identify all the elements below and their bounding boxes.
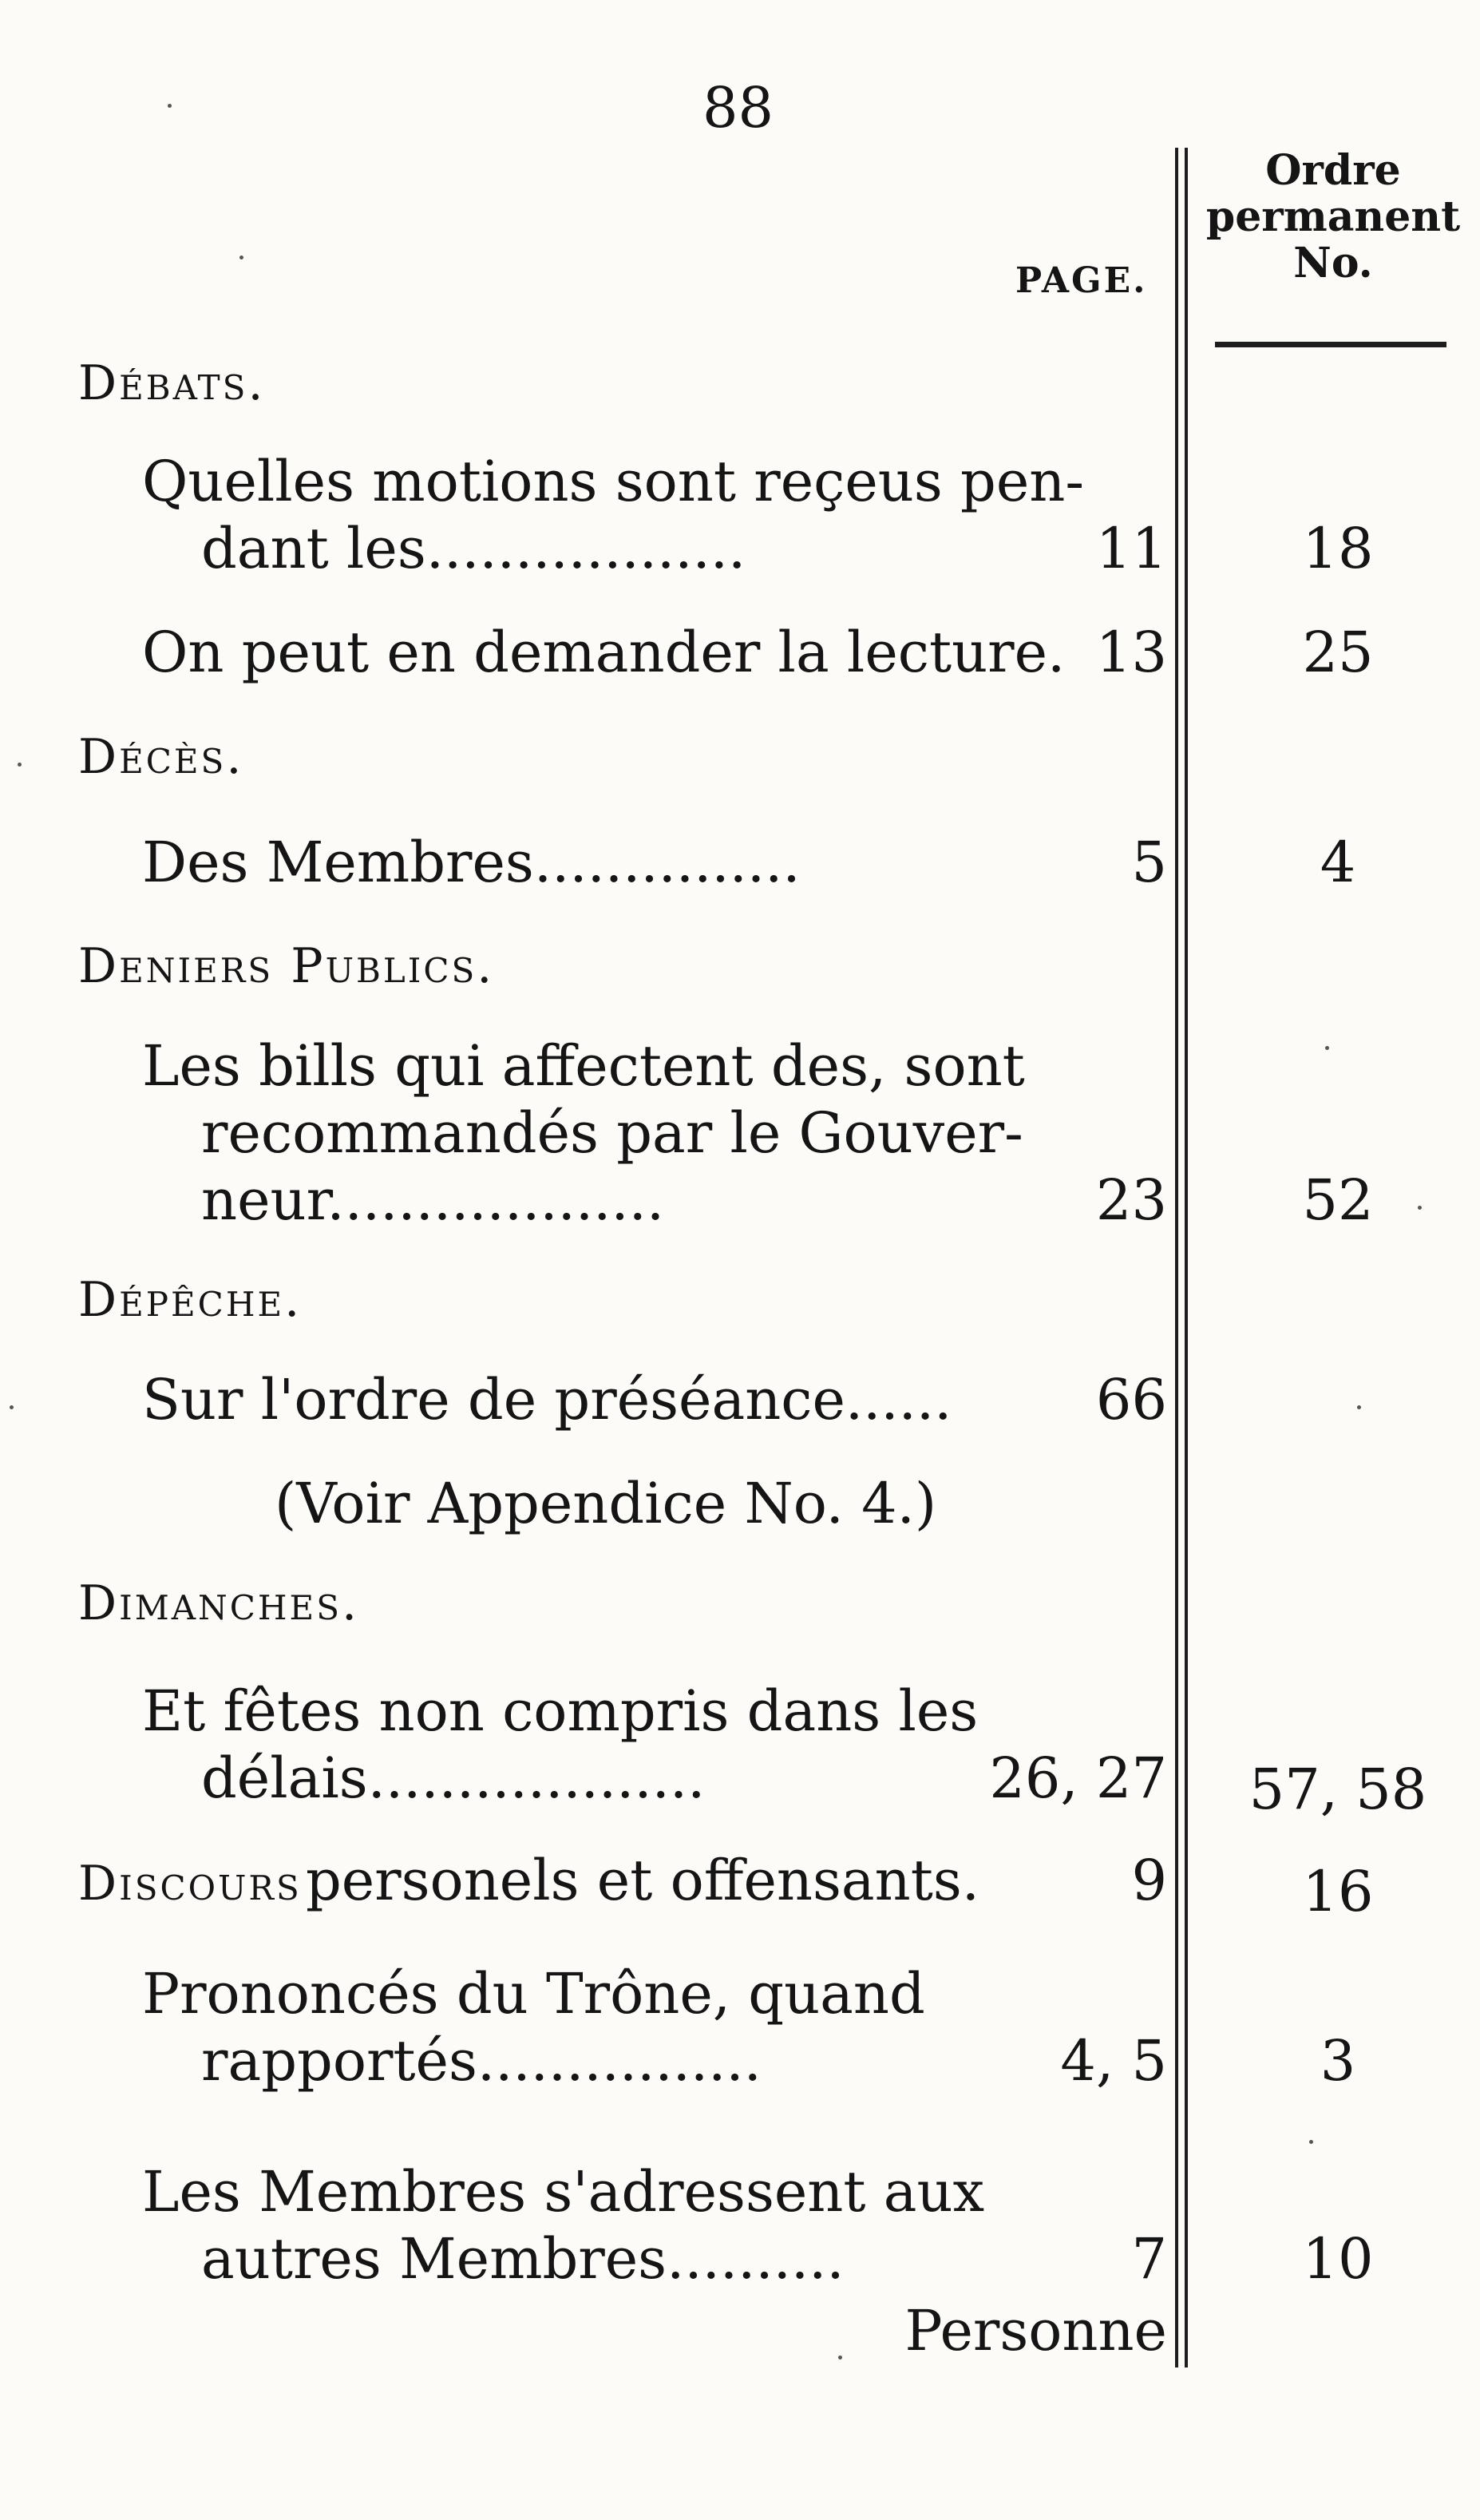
paper-speck — [239, 256, 243, 260]
column-header-ordre-line3: No. — [1293, 239, 1373, 288]
entry-text-cont: rapportés................ — [201, 2028, 762, 2094]
paper-speck — [10, 1405, 14, 1409]
entry-text: On peut en demander la lecture. — [142, 620, 1066, 685]
entry-text-cont: recommandés par le Gouver- — [201, 1100, 1023, 1166]
entry-text: Quelles motions sont reçeus pen- — [142, 449, 1084, 514]
page-ref: 9 — [1131, 1848, 1167, 1913]
header-underline — [1215, 342, 1446, 347]
column-rule-right — [1185, 148, 1188, 2367]
entry-text-cont: neur................... — [201, 1167, 665, 1233]
ordre-ref: 16 — [1302, 1859, 1374, 1924]
page-ref: 66 — [1095, 1367, 1167, 1432]
entry-text-cont: dant les.................. — [201, 516, 746, 581]
discours-line — [78, 1848, 980, 1913]
entry-text-cont: délais................... — [201, 1745, 706, 1811]
heading-dimanches: Dimanches. — [78, 1575, 360, 1631]
ordre-ref: 52 — [1302, 1167, 1374, 1233]
appendix-note: (Voir Appendice No. 4.) — [275, 1471, 937, 1536]
page-ref: 7 — [1131, 2226, 1167, 2292]
column-header-page: PAGE. — [1015, 260, 1148, 301]
heading-debats: Débats. — [78, 355, 266, 411]
page-ref: 11 — [1095, 516, 1167, 581]
heading-discours: Discours — [78, 1856, 302, 1912]
heading-deces: Décès. — [78, 729, 244, 785]
paper-speck — [1309, 2140, 1313, 2144]
catchword: Personne — [904, 2298, 1167, 2363]
entry-text-cont: autres Membres.......... — [201, 2226, 845, 2292]
paper-speck — [1357, 1405, 1361, 1409]
paper-speck — [1418, 1206, 1422, 1210]
entry-text: Sur l'ordre de préséance...... — [142, 1367, 952, 1432]
ordre-ref: 3 — [1320, 2028, 1356, 2094]
page-ref: 13 — [1095, 620, 1167, 685]
page-ref: 5 — [1131, 830, 1167, 895]
entry-text: Les Membres s'adressent aux — [142, 2159, 985, 2225]
paper-speck — [18, 763, 22, 767]
ordre-ref: 18 — [1302, 516, 1374, 581]
ordre-ref: 25 — [1302, 620, 1374, 685]
page-number: 88 — [702, 75, 774, 141]
paper-speck — [168, 104, 172, 108]
entry-text: Des Membres............... — [142, 830, 801, 895]
ordre-ref: 4 — [1320, 830, 1356, 895]
column-header-ordre-line1: Ordre — [1265, 146, 1401, 195]
column-header-ordre-line2: permanent — [1205, 192, 1461, 242]
page-ref: 26, 27 — [989, 1745, 1167, 1811]
entry-text: Et fêtes non compris dans les — [142, 1678, 979, 1744]
page-ref: 23 — [1095, 1167, 1167, 1233]
page-ref: 4, 5 — [1060, 2028, 1167, 2094]
heading-deniers-publics: Deniers Publics. — [78, 938, 495, 994]
column-rule-left — [1175, 148, 1178, 2367]
paper-speck — [1325, 1046, 1329, 1050]
column-header-ordre — [1197, 148, 1469, 287]
entry-text: Prononcés du Trône, quand — [142, 1961, 925, 2027]
heading-depeche: Dépêche. — [78, 1272, 303, 1328]
ordre-ref: 57, 58 — [1249, 1757, 1427, 1822]
ordre-ref: 10 — [1302, 2226, 1374, 2292]
paper-speck — [838, 2356, 842, 2360]
entry-text: personels et offensants. — [305, 1848, 980, 1913]
entry-text: Les bills qui affectent des, sont — [142, 1033, 1025, 1099]
